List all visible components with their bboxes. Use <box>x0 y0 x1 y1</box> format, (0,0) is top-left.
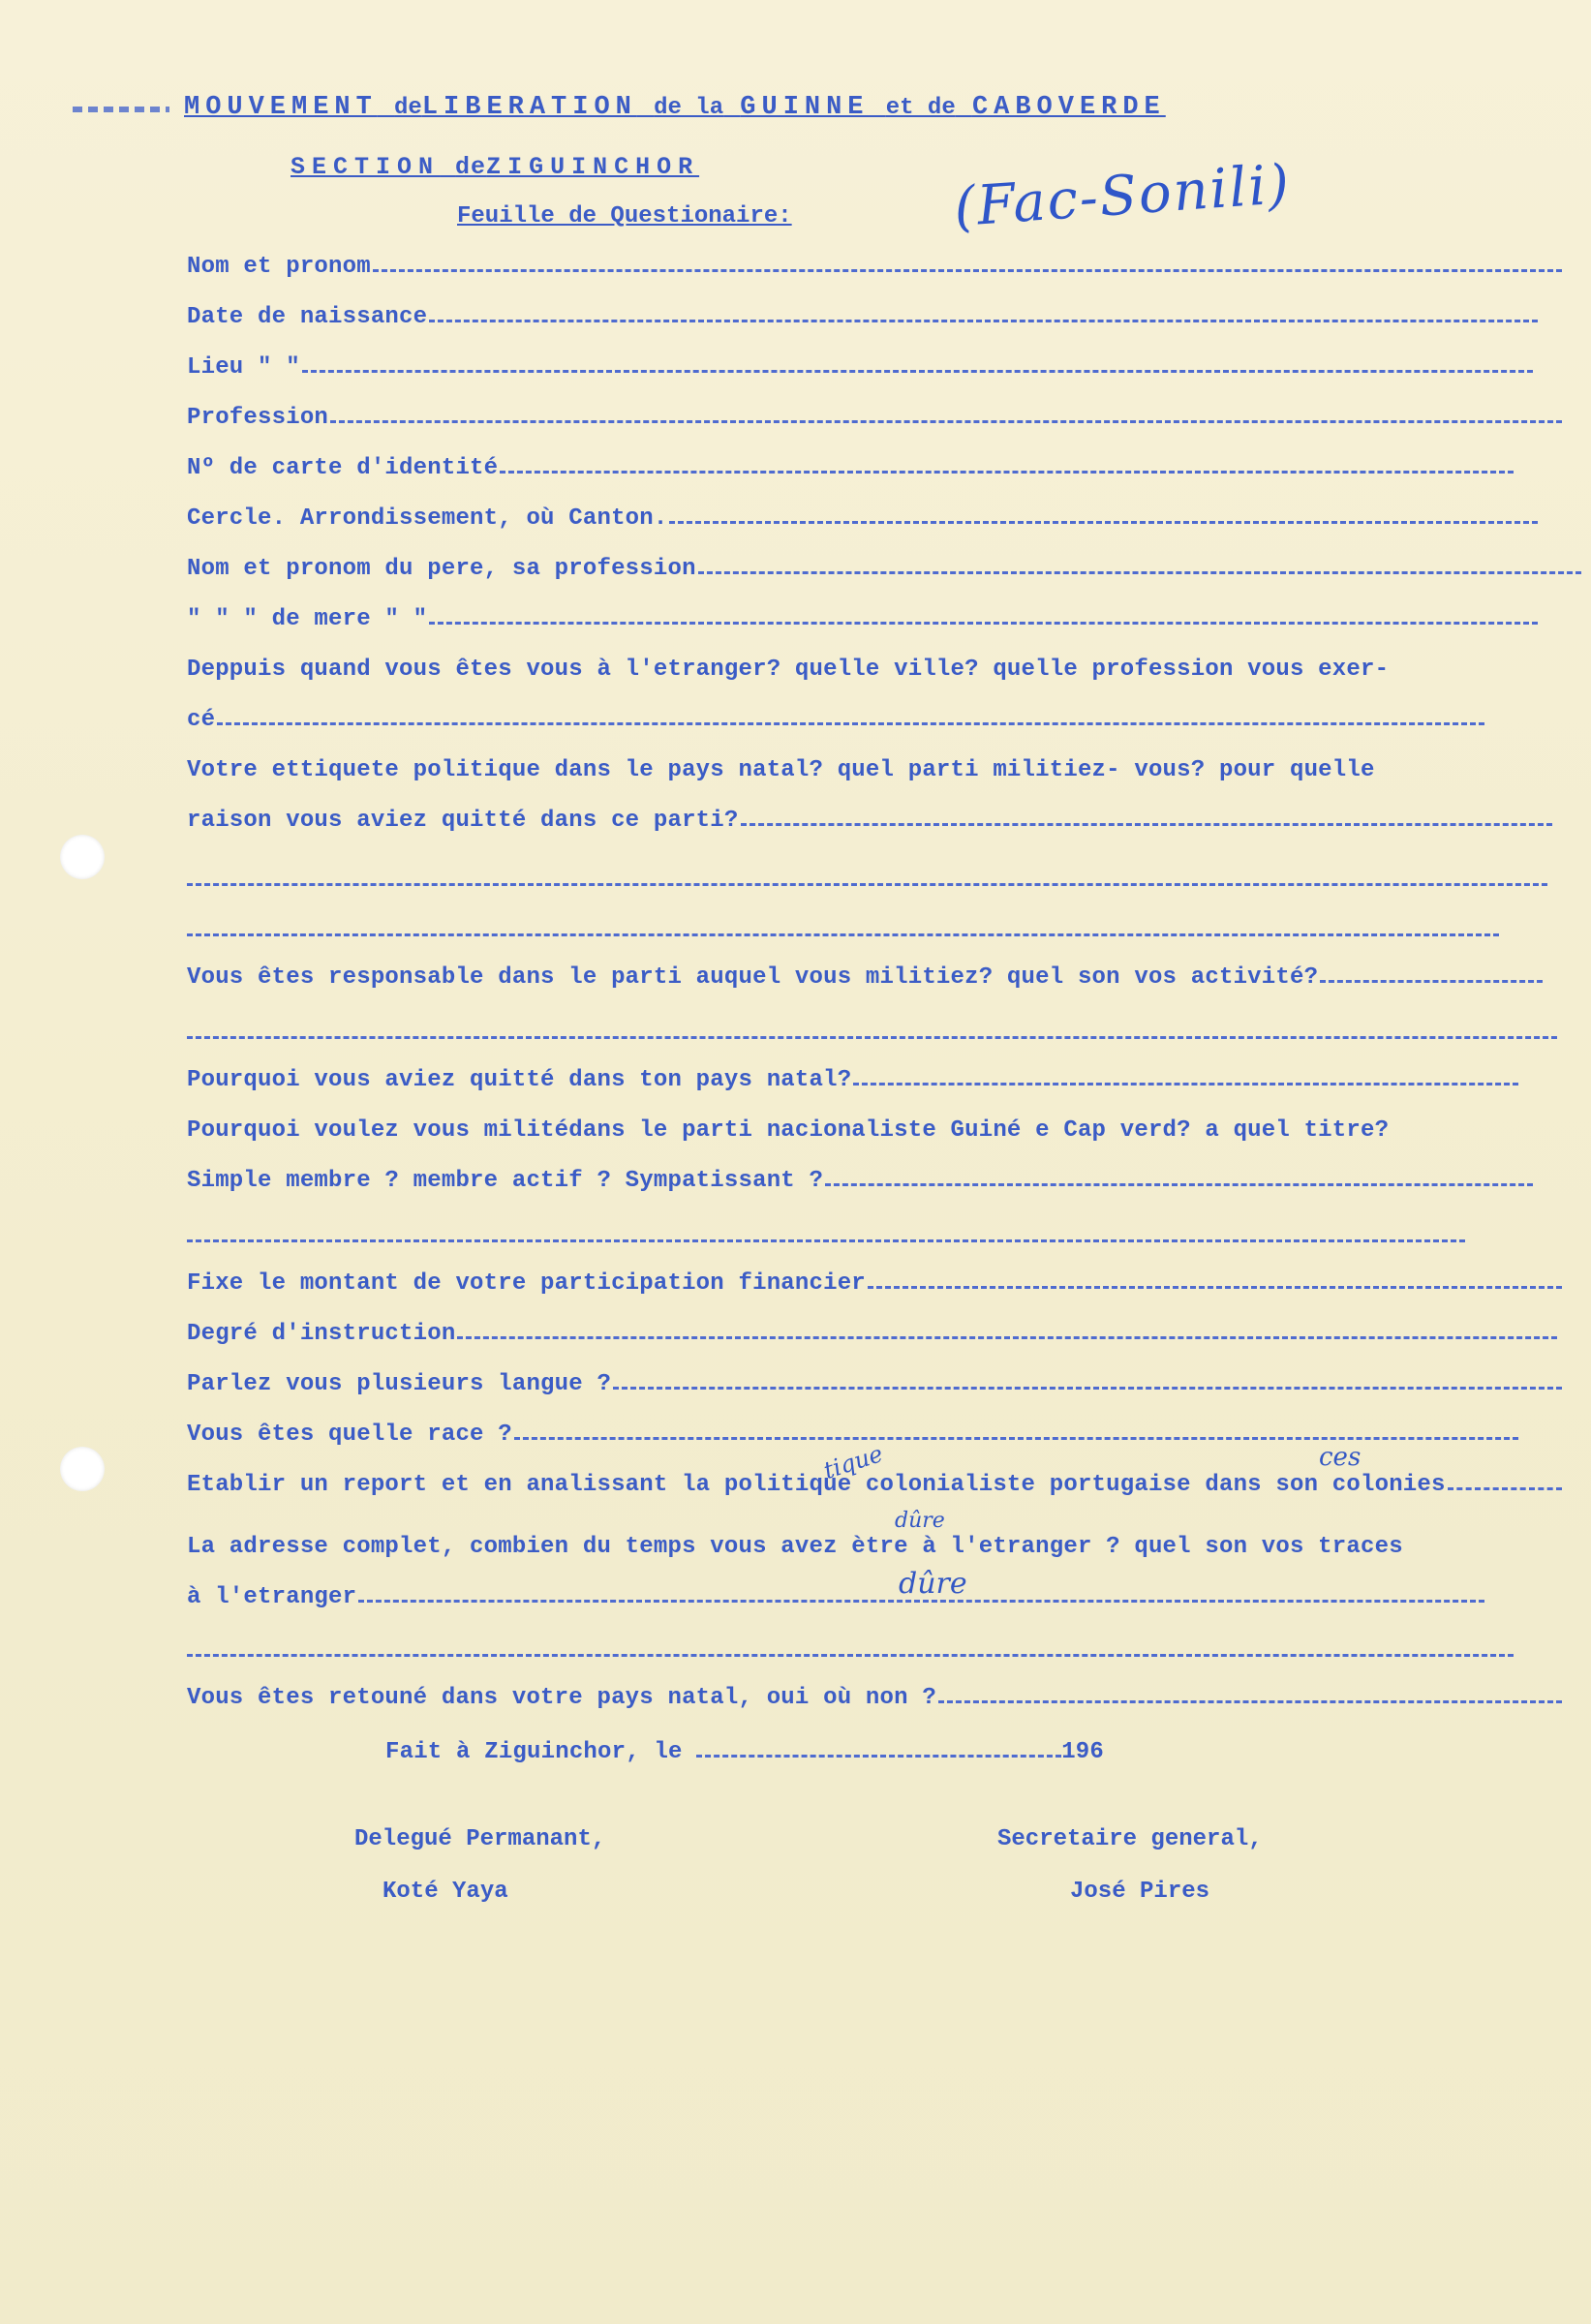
title-word-guinne: GUINNE <box>740 93 870 122</box>
field-carte-identite[interactable] <box>187 455 1514 481</box>
header-left-rule <box>73 107 169 112</box>
field-line <box>868 1286 1562 1289</box>
field-label: Vous êtes retouné dans votre pays natal, oui où non ? <box>187 1685 936 1711</box>
field-label: Parlez vous plusieurs langue ? <box>187 1371 612 1397</box>
field-label: Fixe le montant de votre participation financier <box>187 1270 866 1297</box>
field-report[interactable] <box>187 1472 1562 1498</box>
question-text: La adresse complet, combien du temps vous avez ètre à l'etranger ? quel son vos traces <box>187 1534 1403 1560</box>
field-line <box>429 622 1538 625</box>
field-label: Cercle. Arrondissement, où Canton. <box>187 505 668 532</box>
field-line <box>457 1336 1557 1339</box>
field-line <box>500 471 1514 474</box>
question-militer <box>187 1117 1389 1144</box>
field-date-naissance[interactable] <box>187 304 1538 330</box>
field-fait-date[interactable] <box>385 1739 1104 1765</box>
title-word-et-de: et de <box>885 95 956 121</box>
question-text: Votre ettiquete politique dans le pays natal? quel parti militiez- vous? pour quelle <box>187 757 1375 783</box>
field-label: raison vous aviez quitté dans ce parti? <box>187 808 739 834</box>
answer-line[interactable] <box>187 933 1499 936</box>
handwritten-correction-dure-top: dûre <box>895 1509 945 1533</box>
field-line <box>938 1700 1562 1703</box>
answer-line[interactable] <box>187 1036 1557 1039</box>
field-label: à l'etranger <box>187 1584 357 1610</box>
field-line <box>217 722 1484 725</box>
form-title: Feuille de Questionaire: <box>457 203 792 229</box>
field-line <box>514 1437 1518 1440</box>
handwritten-correction-dure-bottom: dûre <box>899 1567 967 1601</box>
field-label: Simple membre ? membre actif ? Sympatissant ? <box>187 1168 824 1194</box>
answer-line[interactable] <box>187 1654 1514 1657</box>
field-pays-natal[interactable] <box>187 1067 1518 1093</box>
field-membre[interactable] <box>187 1168 1533 1194</box>
field-label: Profession <box>187 405 329 431</box>
field-line <box>696 1755 1062 1758</box>
field-line <box>1320 980 1543 983</box>
field-participation[interactable] <box>187 1270 1562 1297</box>
section-word-ziguinchor: ZIGUINCHOR <box>486 153 700 181</box>
section-word: SECTION <box>291 153 441 181</box>
field-label: Nº de carte d'identité <box>187 455 499 481</box>
title-word-caboverde: CABOVERDE <box>971 93 1166 122</box>
question-adresse <box>187 1534 1403 1560</box>
question-politique <box>187 757 1375 783</box>
field-raison-parti[interactable] <box>187 808 1552 834</box>
field-exerce[interactable] <box>187 707 1484 733</box>
title-word-de-la: de la <box>654 95 724 121</box>
answer-line[interactable] <box>187 883 1547 886</box>
field-line <box>669 521 1538 524</box>
field-label: Nom et pronom <box>187 254 371 280</box>
field-pere[interactable] <box>187 556 1581 582</box>
field-langue[interactable] <box>187 1371 1562 1397</box>
field-mere[interactable] <box>187 606 1538 632</box>
question-etranger <box>187 657 1389 683</box>
title-word-liberation: LIBERATION <box>421 93 637 122</box>
field-responsable[interactable] <box>187 964 1543 991</box>
field-label: " " " de mere " " <box>187 606 428 632</box>
field-label: Vous êtes responsable dans le parti auquel vous militiez? quel son vos activité? <box>187 964 1319 991</box>
field-label: Nom et pronom du pere, sa profession <box>187 556 696 582</box>
field-label: Etablir un report et en analissant la politique colonialiste portugaise dans son colonies <box>187 1472 1446 1498</box>
delegue-title: Delegué Permanant, <box>354 1826 606 1852</box>
field-line <box>373 269 1562 272</box>
field-line <box>853 1083 1518 1086</box>
handwritten-correction-tique: tique <box>820 1440 887 1484</box>
delegue-name: Koté Yaya <box>382 1879 508 1905</box>
field-traces[interactable] <box>187 1584 1484 1610</box>
field-label: Vous êtes quelle race ? <box>187 1422 512 1448</box>
field-line <box>330 420 1562 423</box>
handwritten-correction-ces: ces <box>1319 1443 1362 1472</box>
secretaire-name: José Pires <box>1070 1879 1210 1905</box>
field-line <box>429 320 1538 322</box>
field-line <box>302 370 1533 373</box>
field-label: Date de naissance <box>187 304 428 330</box>
field-line <box>825 1183 1533 1186</box>
field-cercle[interactable] <box>187 505 1538 532</box>
field-year: 196 <box>1061 1739 1104 1765</box>
question-text: Pourquoi voulez vous militédans le parti nacionaliste Guiné e Cap verd? a quel titre? <box>187 1117 1390 1144</box>
answer-line[interactable] <box>187 1239 1465 1242</box>
field-label: Fait à Ziguinchor, le <box>385 1739 683 1765</box>
section-word-de: de <box>455 153 487 181</box>
handwritten-tag: (Fac-Sonili) <box>952 152 1294 240</box>
field-line <box>698 571 1581 574</box>
field-nom-pronom[interactable] <box>187 254 1562 280</box>
punch-hole-bottom <box>60 1447 105 1491</box>
field-label: Pourquoi vous aviez quitté dans ton pays natal? <box>187 1067 852 1093</box>
movement-title <box>184 93 1166 122</box>
field-label: Degré d'instruction <box>187 1321 456 1347</box>
field-profession[interactable] <box>187 405 1562 431</box>
field-lieu[interactable] <box>187 354 1533 381</box>
field-label: Lieu " " <box>187 354 300 381</box>
field-label: cé <box>187 707 216 733</box>
title-word-mouvement: MOUVEMENT <box>184 93 378 122</box>
field-line <box>1448 1487 1562 1490</box>
field-retourne[interactable] <box>187 1685 1562 1711</box>
punch-hole-top <box>60 835 105 879</box>
field-line <box>741 823 1553 826</box>
section-title <box>291 153 699 181</box>
title-word-de: de <box>394 95 422 121</box>
secretaire-title: Secretaire general, <box>997 1826 1263 1852</box>
field-instruction[interactable] <box>187 1321 1557 1347</box>
field-line <box>613 1387 1562 1390</box>
question-text: Deppuis quand vous êtes vous à l'etranger? quelle ville? quelle profession vous exer- <box>187 657 1390 683</box>
